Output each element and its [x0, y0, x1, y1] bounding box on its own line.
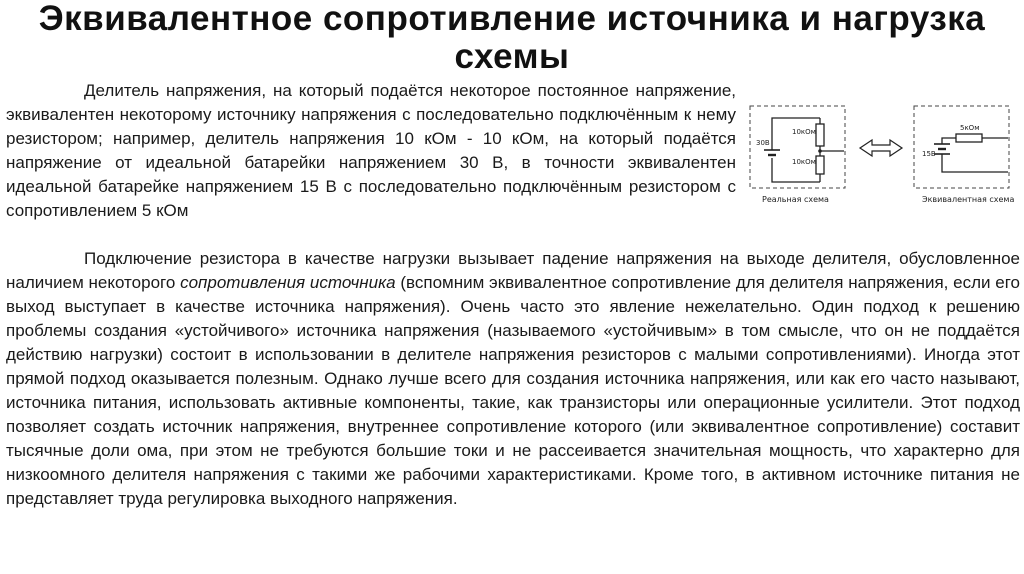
equivalent-circuit-frame [914, 106, 1009, 188]
battery-30v-icon [764, 150, 780, 155]
circuit-diagram [742, 100, 1024, 210]
paragraph-main-before: Подключение резистора в качестве нагрузки вызывает падение напряжения на выходе делителя, обусловленное наличием некоторого [6, 249, 1020, 292]
junction-dot [818, 149, 822, 153]
equivalent-r-label: 5кОм [960, 124, 980, 132]
paragraph-intro [6, 79, 736, 223]
paragraph-main-emphasis: сопротивления источника [180, 273, 396, 292]
resistor-5k-icon [956, 134, 982, 142]
r1-label: 10кОм [792, 128, 816, 136]
paragraph-main-after: (вспомним эквивалентное сопротивление для делителя напряжения, если его выход выступает в качестве источника напряжения). Очень часто это явление нежелательно. Один подход к решению проблемы создания «устойчивого» источника напряжения (называемого «устойчивым» в том смысле, что он не поддаётся действию нагрузки) состоит в использовании в делителе напряжения резисторов с малыми сопротивлениями). Иногда этот прямой подход оказывается полезным. Однако лучше всего для создания источника напряжения, или как его часто называют, источника питания, использовать активные компоненты, такие, как транзисторы или операционные усилители. Этот подход позволяет создать источник напряжения, внутреннее сопротивление которого (или эквивалентное сопротивление) составит тысячные доли ома, при этом не требуются большие токи и не рассеивается значительная мощность, что характерно для низкоомного делителя напряжения с такими же рабочими характеристиками. Кроме того, в активном источнике питания не представляет труда регулировка выходного напряжения. [6, 273, 1021, 508]
battery-15v-icon [934, 144, 950, 154]
real-circuit-caption: Реальная схема [762, 195, 829, 204]
paragraph-intro-text: Делитель напряжения, на который подаётся некоторое постоянное напряжение, эквивалентен некоторому источнику напряжения с последовательно подключённым к нему резистором; например, делитель напряжения 10 кОм - 10 кОм, на который подаётся напряжение от идеальной батарейки напряжением 30 В, в точности эквивалентен идеальной батарейке напряжением 15 В с последовательно подключённым резистором с сопротивлением 5 кОм [6, 81, 736, 220]
real-source-label: 30В [756, 139, 770, 147]
resistor-r2-icon [816, 156, 824, 174]
r2-label: 10кОм [792, 158, 816, 166]
equivalent-circuit-caption: Эквивалентная схема [922, 195, 1015, 204]
page-title: Эквивалентное сопротивление источника и нагрузка схемы [38, 0, 986, 76]
double-arrow-icon [860, 140, 902, 156]
equivalent-circuit-wires [942, 138, 1008, 172]
circuit-diagram-svg [742, 100, 1024, 210]
resistor-r1-icon [816, 124, 824, 146]
equivalent-source-label: 15В [922, 150, 936, 158]
paragraph-main [6, 247, 1020, 511]
